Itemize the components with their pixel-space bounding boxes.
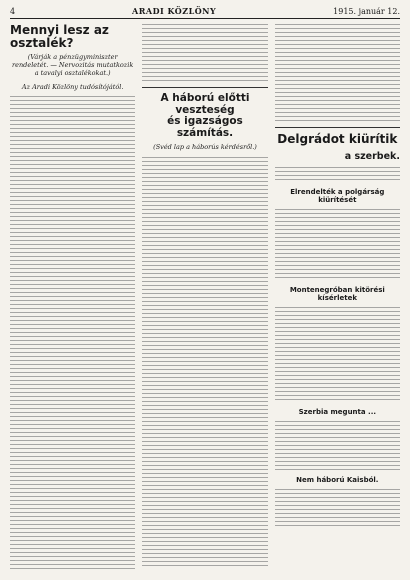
subhead-evacuation: Elrendelték a polgárság kiürítését (290, 187, 385, 204)
column-left (10, 24, 135, 572)
article-evacuation-text (275, 209, 400, 281)
page-number: 4 (10, 7, 16, 16)
masthead (10, 6, 400, 19)
article-war-loss-text (142, 157, 267, 569)
byline-dividend: Az Aradi Közlöny tudósítójától. (21, 82, 124, 91)
article-continued-text (142, 24, 267, 82)
subhead-montenegro: Montenegróban kitörési kísérletek (289, 285, 385, 302)
column-right (275, 24, 400, 572)
subhead-kaiser: Nem háború Kaisból. (296, 475, 379, 484)
subheadline-war-loss: (Svéd lap a háborús kérdésről.) (153, 143, 257, 152)
subheadline-dividend: (Várják a pénzügyminiszter rendeletét. — Nervozitás mutatkozik a tavalyi osztalékokat.) (12, 53, 134, 77)
subhead-serbia: Szerbia megunta ... (298, 407, 377, 416)
headline-war-loss-line1: A háború előtti veszteség (160, 92, 250, 116)
issue-date: 1915. január 12. (333, 7, 400, 16)
article-top-right-text (275, 24, 400, 122)
article-montenegro-text (275, 307, 400, 403)
article-serbia-text (275, 421, 400, 471)
column-middle (142, 24, 267, 572)
divider (142, 87, 267, 88)
article-belgrade-lead (275, 167, 400, 183)
divider (275, 127, 400, 128)
headline-dividend: Mennyi lesz az osztalék? (10, 24, 109, 50)
headline-belgrade-line1: Delgrádot kiürítik (277, 132, 398, 146)
headline-belgrade-line2: a szerbek. (344, 150, 400, 162)
columns (10, 24, 400, 572)
article-kaiser-text (275, 489, 400, 529)
headline-war-loss-line2: és igazságos számítás. (167, 115, 243, 139)
headline-war-loss (142, 93, 267, 139)
article-dividend-text (10, 96, 135, 572)
paper-name: ARADI KÖZLÖNY (132, 6, 217, 16)
